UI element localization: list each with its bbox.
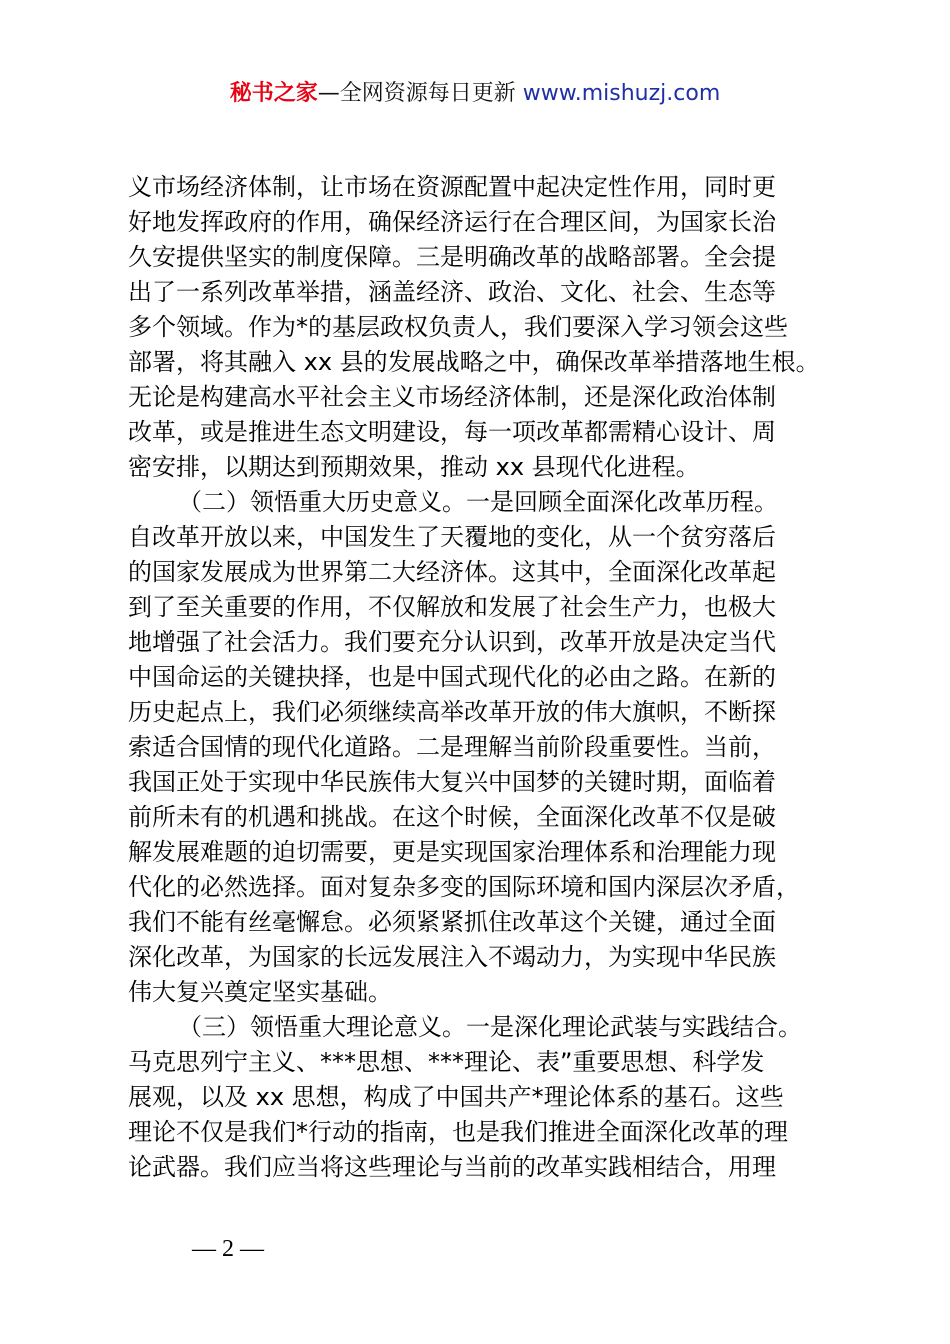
section-heading-line: （三）领悟重大理论意义。一是深化理论武装与实践结合。	[178, 1013, 802, 1041]
body-line: 马克思列宁主义、***思想、***理论、表”重要思想、科学发	[128, 1048, 765, 1076]
header-brand: 秘书之家	[229, 81, 318, 106]
document-body	[128, 170, 838, 1185]
body-line: 中国命运的关键抉择，也是中国式现代化的必由之路。在新的	[128, 663, 776, 691]
body-line: 伟大复兴奠定坚实基础。	[128, 978, 392, 1006]
body-line: 到了至关重要的作用，不仅解放和发展了社会生产力，也极大	[128, 593, 776, 621]
section-heading-line: （二）领悟重大历史意义。一是回顾全面深化改革历程。	[178, 488, 778, 516]
body-line: 出了一系列改革举措，涵盖经济、政治、文化、社会、生态等	[128, 278, 776, 306]
body-line: 前所未有的机遇和挑战。在这个时候，全面深化改革不仅是破	[128, 803, 776, 831]
header-url-link[interactable]: www.mishuzj.com	[522, 81, 721, 106]
body-line: 地增强了社会活力。我们要充分认识到，改革开放是决定当代	[128, 628, 776, 656]
body-line: 密安排，以期达到预期效果，推动 xx 县现代化进程。	[128, 453, 700, 481]
body-line: 展观，以及 xx 思想，构成了中国共产*理论体系的基石。这些	[128, 1083, 784, 1111]
body-line: 义市场经济体制，让市场在资源配置中起决定性作用，同时更	[128, 173, 776, 201]
page-number: — 2 —	[192, 1236, 264, 1262]
header-tagline: —全网资源每日更新	[317, 81, 516, 106]
body-line: 改革，或是推进生态文明建设，每一项改革都需精心设计、周	[128, 418, 776, 446]
site-header	[0, 78, 950, 110]
body-line: 多个领域。作为*的基层政权负责人，我们要深入学习领会这些	[128, 313, 788, 341]
body-line: 深化改革，为国家的长远发展注入不竭动力，为实现中华民族	[128, 943, 776, 971]
body-line: 部署，将其融入 xx 县的发展战略之中，确保改革举措落地生根。	[128, 348, 820, 376]
body-line: 的国家发展成为世界第二大经济体。这其中，全面深化改革起	[128, 558, 776, 586]
body-line: 理论不仅是我们*行动的指南，也是我们推进全面深化改革的理	[128, 1118, 788, 1146]
body-line: 好地发挥政府的作用，确保经济运行在合理区间，为国家长治	[128, 208, 776, 236]
body-line: 解发展难题的迫切需要，更是实现国家治理体系和治理能力现	[128, 838, 776, 866]
body-line: 自改革开放以来，中国发生了天覆地的变化，从一个贫穷落后	[128, 523, 776, 551]
body-line: 代化的必然选择。面对复杂多变的国际环境和国内深层次矛盾，	[128, 873, 800, 901]
body-line: 久安提供坚实的制度保障。三是明确改革的战略部署。全会提	[128, 243, 776, 271]
body-line: 无论是构建高水平社会主义市场经济体制，还是深化政治体制	[128, 383, 776, 411]
body-line: 我们不能有丝毫懈怠。必须紧紧抓住改革这个关键，通过全面	[128, 908, 776, 936]
body-line: 我国正处于实现中华民族伟大复兴中国梦的关键时期，面临着	[128, 768, 776, 796]
body-line: 论武器。我们应当将这些理论与当前的改革实践相结合，用理	[128, 1153, 776, 1181]
body-line: 索适合国情的现代化道路。二是理解当前阶段重要性。当前，	[128, 733, 776, 761]
body-line: 历史起点上，我们必须继续高举改革开放的伟大旗帜，不断探	[128, 698, 776, 726]
